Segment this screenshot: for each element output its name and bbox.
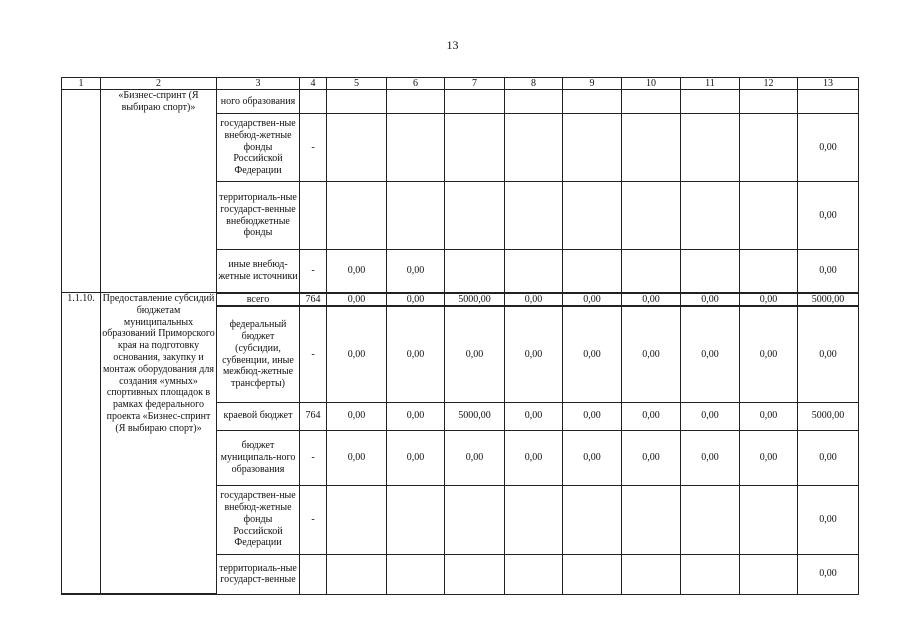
value-cell [563, 485, 622, 554]
col-header-11: 11 [681, 78, 740, 90]
value-cell [387, 485, 445, 554]
value-cell [740, 250, 798, 293]
value-cell [387, 90, 445, 114]
value-cell: 0,00 [327, 250, 387, 293]
col-header-9: 9 [563, 78, 622, 90]
value-cell: 0,00 [798, 250, 859, 293]
value-cell: - [300, 114, 327, 182]
value-cell: 0,00 [387, 402, 445, 430]
value-cell: - [300, 250, 327, 293]
value-cell [445, 250, 505, 293]
value-cell: 0,00 [445, 306, 505, 402]
col-header-4: 4 [300, 78, 327, 90]
value-cell: 0,00 [798, 554, 859, 594]
value-cell [445, 182, 505, 250]
value-cell [563, 250, 622, 293]
value-cell [563, 90, 622, 114]
value-cell: 764 [300, 293, 327, 307]
value-cell [300, 554, 327, 594]
value-cell: 5000,00 [798, 402, 859, 430]
value-cell [505, 182, 563, 250]
value-cell [387, 114, 445, 182]
value-cell [327, 554, 387, 594]
value-cell [327, 90, 387, 114]
column-number-row [62, 78, 859, 90]
value-cell: 0,00 [327, 306, 387, 402]
value-cell [622, 114, 681, 182]
col-header-8: 8 [505, 78, 563, 90]
value-cell [681, 90, 740, 114]
item-name-cell: «Бизнес-спринт (Я выбираю спорт)» [101, 90, 217, 293]
col-header-2: 2 [101, 78, 217, 90]
col-header-13: 13 [798, 78, 859, 90]
value-cell [563, 554, 622, 594]
item-number-cell [62, 90, 101, 293]
value-cell [622, 250, 681, 293]
source-cell: всего [217, 293, 300, 307]
value-cell [300, 90, 327, 114]
value-cell [740, 554, 798, 594]
col-header-7: 7 [445, 78, 505, 90]
col-header-12: 12 [740, 78, 798, 90]
source-cell: иные внебюд-жетные источники [217, 250, 300, 293]
page-number: 13 [446, 38, 459, 52]
source-cell: государствен-ные внебюд-жетные фонды Российской Федерации [217, 485, 300, 554]
value-cell [445, 554, 505, 594]
source-cell: государствен-ные внебюд-жетные фонды Российской Федерации [217, 114, 300, 182]
value-cell [445, 90, 505, 114]
value-cell [563, 114, 622, 182]
source-cell: бюджет муниципаль-ного образования [217, 430, 300, 485]
value-cell: 0,00 [798, 485, 859, 554]
value-cell: 5000,00 [798, 293, 859, 307]
value-cell [681, 182, 740, 250]
value-cell [327, 485, 387, 554]
value-cell: 0,00 [622, 306, 681, 402]
value-cell: 0,00 [740, 430, 798, 485]
value-cell [681, 250, 740, 293]
value-cell [387, 182, 445, 250]
value-cell: 0,00 [505, 430, 563, 485]
value-cell: 0,00 [798, 430, 859, 485]
item-name-cell: Предоставление субсидий бюджетам муниципальных образований Приморского края на подготовку основания, закупку и монтаж оборудования для создания «умных» спортивных площадок в рамках федерального проекта «Бизнес-спринт (Я выбираю спорт)» [101, 293, 217, 595]
value-cell: - [300, 306, 327, 402]
value-cell: 0,00 [622, 402, 681, 430]
value-cell [798, 90, 859, 114]
value-cell: 0,00 [681, 293, 740, 307]
value-cell: 0,00 [681, 306, 740, 402]
value-cell: 0,00 [563, 430, 622, 485]
value-cell [505, 554, 563, 594]
source-cell: территориаль-ные государст-венные внебюджетные фонды [217, 182, 300, 250]
value-cell [740, 90, 798, 114]
value-cell: 5000,00 [445, 293, 505, 307]
value-cell: - [300, 430, 327, 485]
value-cell: 0,00 [387, 306, 445, 402]
col-header-5: 5 [327, 78, 387, 90]
value-cell [622, 182, 681, 250]
value-cell: 0,00 [505, 402, 563, 430]
value-cell [740, 114, 798, 182]
value-cell [505, 114, 563, 182]
col-header-10: 10 [622, 78, 681, 90]
source-cell: краевой бюджет [217, 402, 300, 430]
item-number-cell: 1.1.10. [62, 293, 101, 595]
value-cell [327, 114, 387, 182]
table-row [62, 90, 859, 114]
value-cell [505, 485, 563, 554]
value-cell: 0,00 [740, 306, 798, 402]
value-cell [505, 250, 563, 293]
value-cell: 0,00 [445, 430, 505, 485]
value-cell: 0,00 [505, 293, 563, 307]
source-cell: территориаль-ные государст-венные [217, 554, 300, 594]
value-cell: 0,00 [505, 306, 563, 402]
value-cell: 0,00 [387, 293, 445, 307]
value-cell [563, 182, 622, 250]
value-cell: 0,00 [681, 402, 740, 430]
source-cell: федеральный бюджет (субсидии, субвенции, иные межбюд-жетные трансферты) [217, 306, 300, 402]
value-cell: 764 [300, 402, 327, 430]
value-cell: 0,00 [387, 430, 445, 485]
table-row [62, 293, 859, 307]
value-cell [445, 114, 505, 182]
value-cell: 0,00 [387, 250, 445, 293]
value-cell [387, 554, 445, 594]
value-cell [505, 90, 563, 114]
value-cell: 0,00 [327, 430, 387, 485]
value-cell: 0,00 [740, 293, 798, 307]
value-cell: 0,00 [622, 430, 681, 485]
value-cell [740, 485, 798, 554]
value-cell [622, 90, 681, 114]
value-cell [327, 182, 387, 250]
value-cell [622, 485, 681, 554]
source-cell: ного образования [217, 90, 300, 114]
value-cell [681, 114, 740, 182]
value-cell: 0,00 [740, 402, 798, 430]
value-cell [681, 554, 740, 594]
value-cell [622, 554, 681, 594]
value-cell: 5000,00 [445, 402, 505, 430]
col-header-6: 6 [387, 78, 445, 90]
col-header-1: 1 [62, 78, 101, 90]
value-cell: 0,00 [681, 430, 740, 485]
value-cell: 0,00 [563, 306, 622, 402]
col-header-3: 3 [217, 78, 300, 90]
value-cell: 0,00 [327, 293, 387, 307]
value-cell: 0,00 [563, 402, 622, 430]
value-cell: 0,00 [798, 306, 859, 402]
value-cell [740, 182, 798, 250]
value-cell: - [300, 485, 327, 554]
value-cell: 0,00 [798, 182, 859, 250]
value-cell: 0,00 [327, 402, 387, 430]
value-cell [300, 182, 327, 250]
value-cell [681, 485, 740, 554]
budget-table [61, 77, 859, 595]
value-cell: 0,00 [563, 293, 622, 307]
value-cell: 0,00 [798, 114, 859, 182]
value-cell: 0,00 [622, 293, 681, 307]
value-cell [445, 485, 505, 554]
